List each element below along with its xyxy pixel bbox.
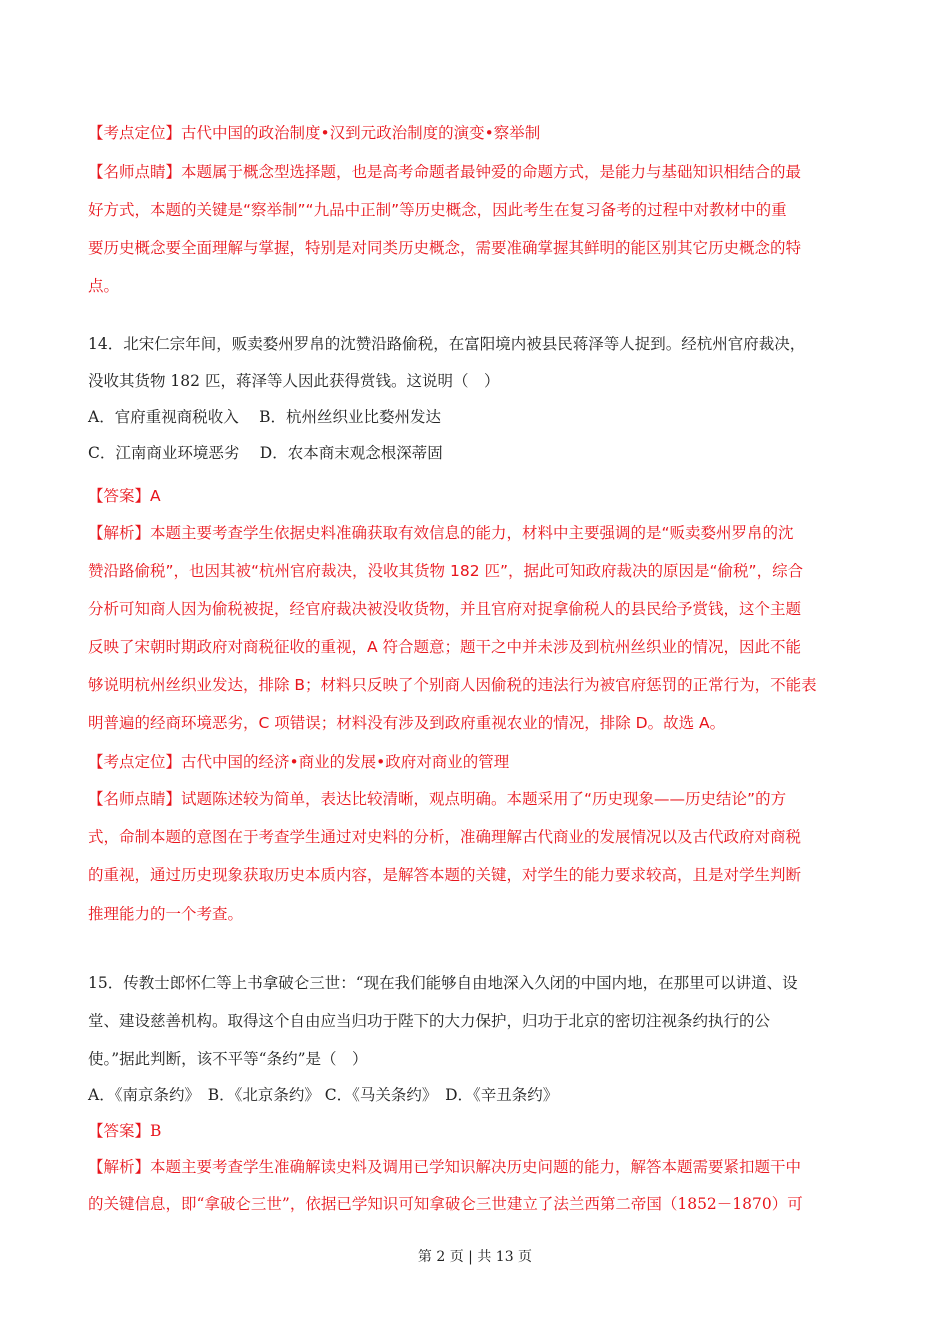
q14-mingshi: 的重视，通过历史现象获取历史本质内容，是解答本题的关键，对学生的能力要求较高，且是对学生判断 (88, 866, 802, 884)
q14-jiexi: 分析可知商人因为偷税被捉，经官府裁决被没收货物，并且官府对捉拿偷税人的县民给予赏钱，这个主题 (88, 600, 802, 618)
q14-jiexi: 【解析】本题主要考查学生依据史料准确获取有效信息的能力，材料中主要强调的是“贩卖婺州罗帛的沈 (88, 524, 794, 542)
q15-options: A．《南京条约》 B．《北京条约》 C．《马关条约》 D．《辛丑条约》 (88, 1086, 559, 1104)
kaodian-13: 【考点定位】古代中国的政治制度•汉到元政治制度的演变•察举制 (88, 124, 541, 142)
q14-options: A．官府重视商税收入 B．杭州丝织业比婺州发达 (88, 408, 442, 426)
q14-kaodian: 【考点定位】古代中国的经济•商业的发展•政府对商业的管理 (88, 753, 510, 771)
q14-jiexi: 明普遍的经商环境恶劣，C 项错误；材料没有涉及到政府重视农业的情况，排除 D。故选 A。 (88, 714, 726, 732)
q14-mingshi: 【名师点睛】试题陈述较为简单，表达比较清晰，观点明确。本题采用了“历史现象——历史结论”的方 (88, 790, 787, 808)
q14-jiexi: 赞沿路偷税”，也因其被“杭州官府裁决，没收其货物 182 匹”，据此可知政府裁决的原因是“偷税”，综合 (88, 562, 804, 580)
q14-mingshi: 式，命制本题的意图在于考查学生通过对史料的分析，准确理解古代商业的发展情况以及古代政府对商税 (88, 828, 802, 846)
mingshi-13-line: 要历史概念要全面理解与掌握，特别是对同类历史概念，需要准确掌握其鲜明的能区别其它历史概念的特 (88, 239, 802, 257)
q15-answer: 【答案】B (88, 1122, 162, 1140)
mingshi-13-line: 好方式，本题的关键是“察举制”“九品中正制”等历史概念，因此考生在复习备考的过程中对教材中的重 (88, 201, 787, 219)
page-footer: 第 2 页 | 共 13 页 (417, 1249, 533, 1265)
q14-options: C．江南商业环境恶劣 D．农本商末观念根深蒂固 (88, 444, 443, 462)
mingshi-13-line: 【名师点睛】本题属于概念型选择题，也是高考命题者最钟爱的命题方式，是能力与基础知识相结合的最 (88, 163, 802, 181)
q15-stem: 使。”据此判断，该不平等“条约”是（ ） (88, 1050, 368, 1068)
q14-stem: 没收其货物 182 匹，蒋泽等人因此获得赏钱。这说明（ ） (88, 372, 500, 390)
q14-mingshi: 推理能力的一个考查。 (88, 905, 244, 923)
mingshi-13-line: 点。 (88, 277, 120, 295)
q15-jiexi: 【解析】本题主要考查学生准确解读史料及调用已学知识解决历史问题的能力，解答本题需要紧扣题干中 (88, 1158, 802, 1176)
q15-stem: 堂、建设慈善机构。取得这个自由应当归功于陛下的大力保护，归功于北京的密切注视条约执行的公 (88, 1012, 771, 1030)
q14-answer: 【答案】A (88, 487, 161, 505)
q14-jiexi: 反映了宋朝时期政府对商税征收的重视，A 符合题意；题干之中并未涉及到杭州丝织业的情况，因此不能 (88, 638, 802, 656)
q14-jiexi: 够说明杭州丝织业发达，排除 B；材料只反映了个别商人因偷税的违法行为被官府惩罚的正常行为，不能表 (88, 676, 817, 694)
q15-jiexi: 的关键信息，即“拿破仑三世”，依据已学知识可知拿破仑三世建立了法兰西第二帝国（1852－1870）可 (88, 1195, 803, 1213)
q15-stem: 15．传教士郎怀仁等上书拿破仑三世：“现在我们能够自由地深入久闭的中国内地，在那里可以讲道、设 (88, 974, 798, 992)
q14-stem: 14．北宋仁宗年间，贩卖婺州罗帛的沈赞沿路偷税，在富阳境内被县民蒋泽等人捉到。经杭州官府裁决， (88, 335, 806, 353)
